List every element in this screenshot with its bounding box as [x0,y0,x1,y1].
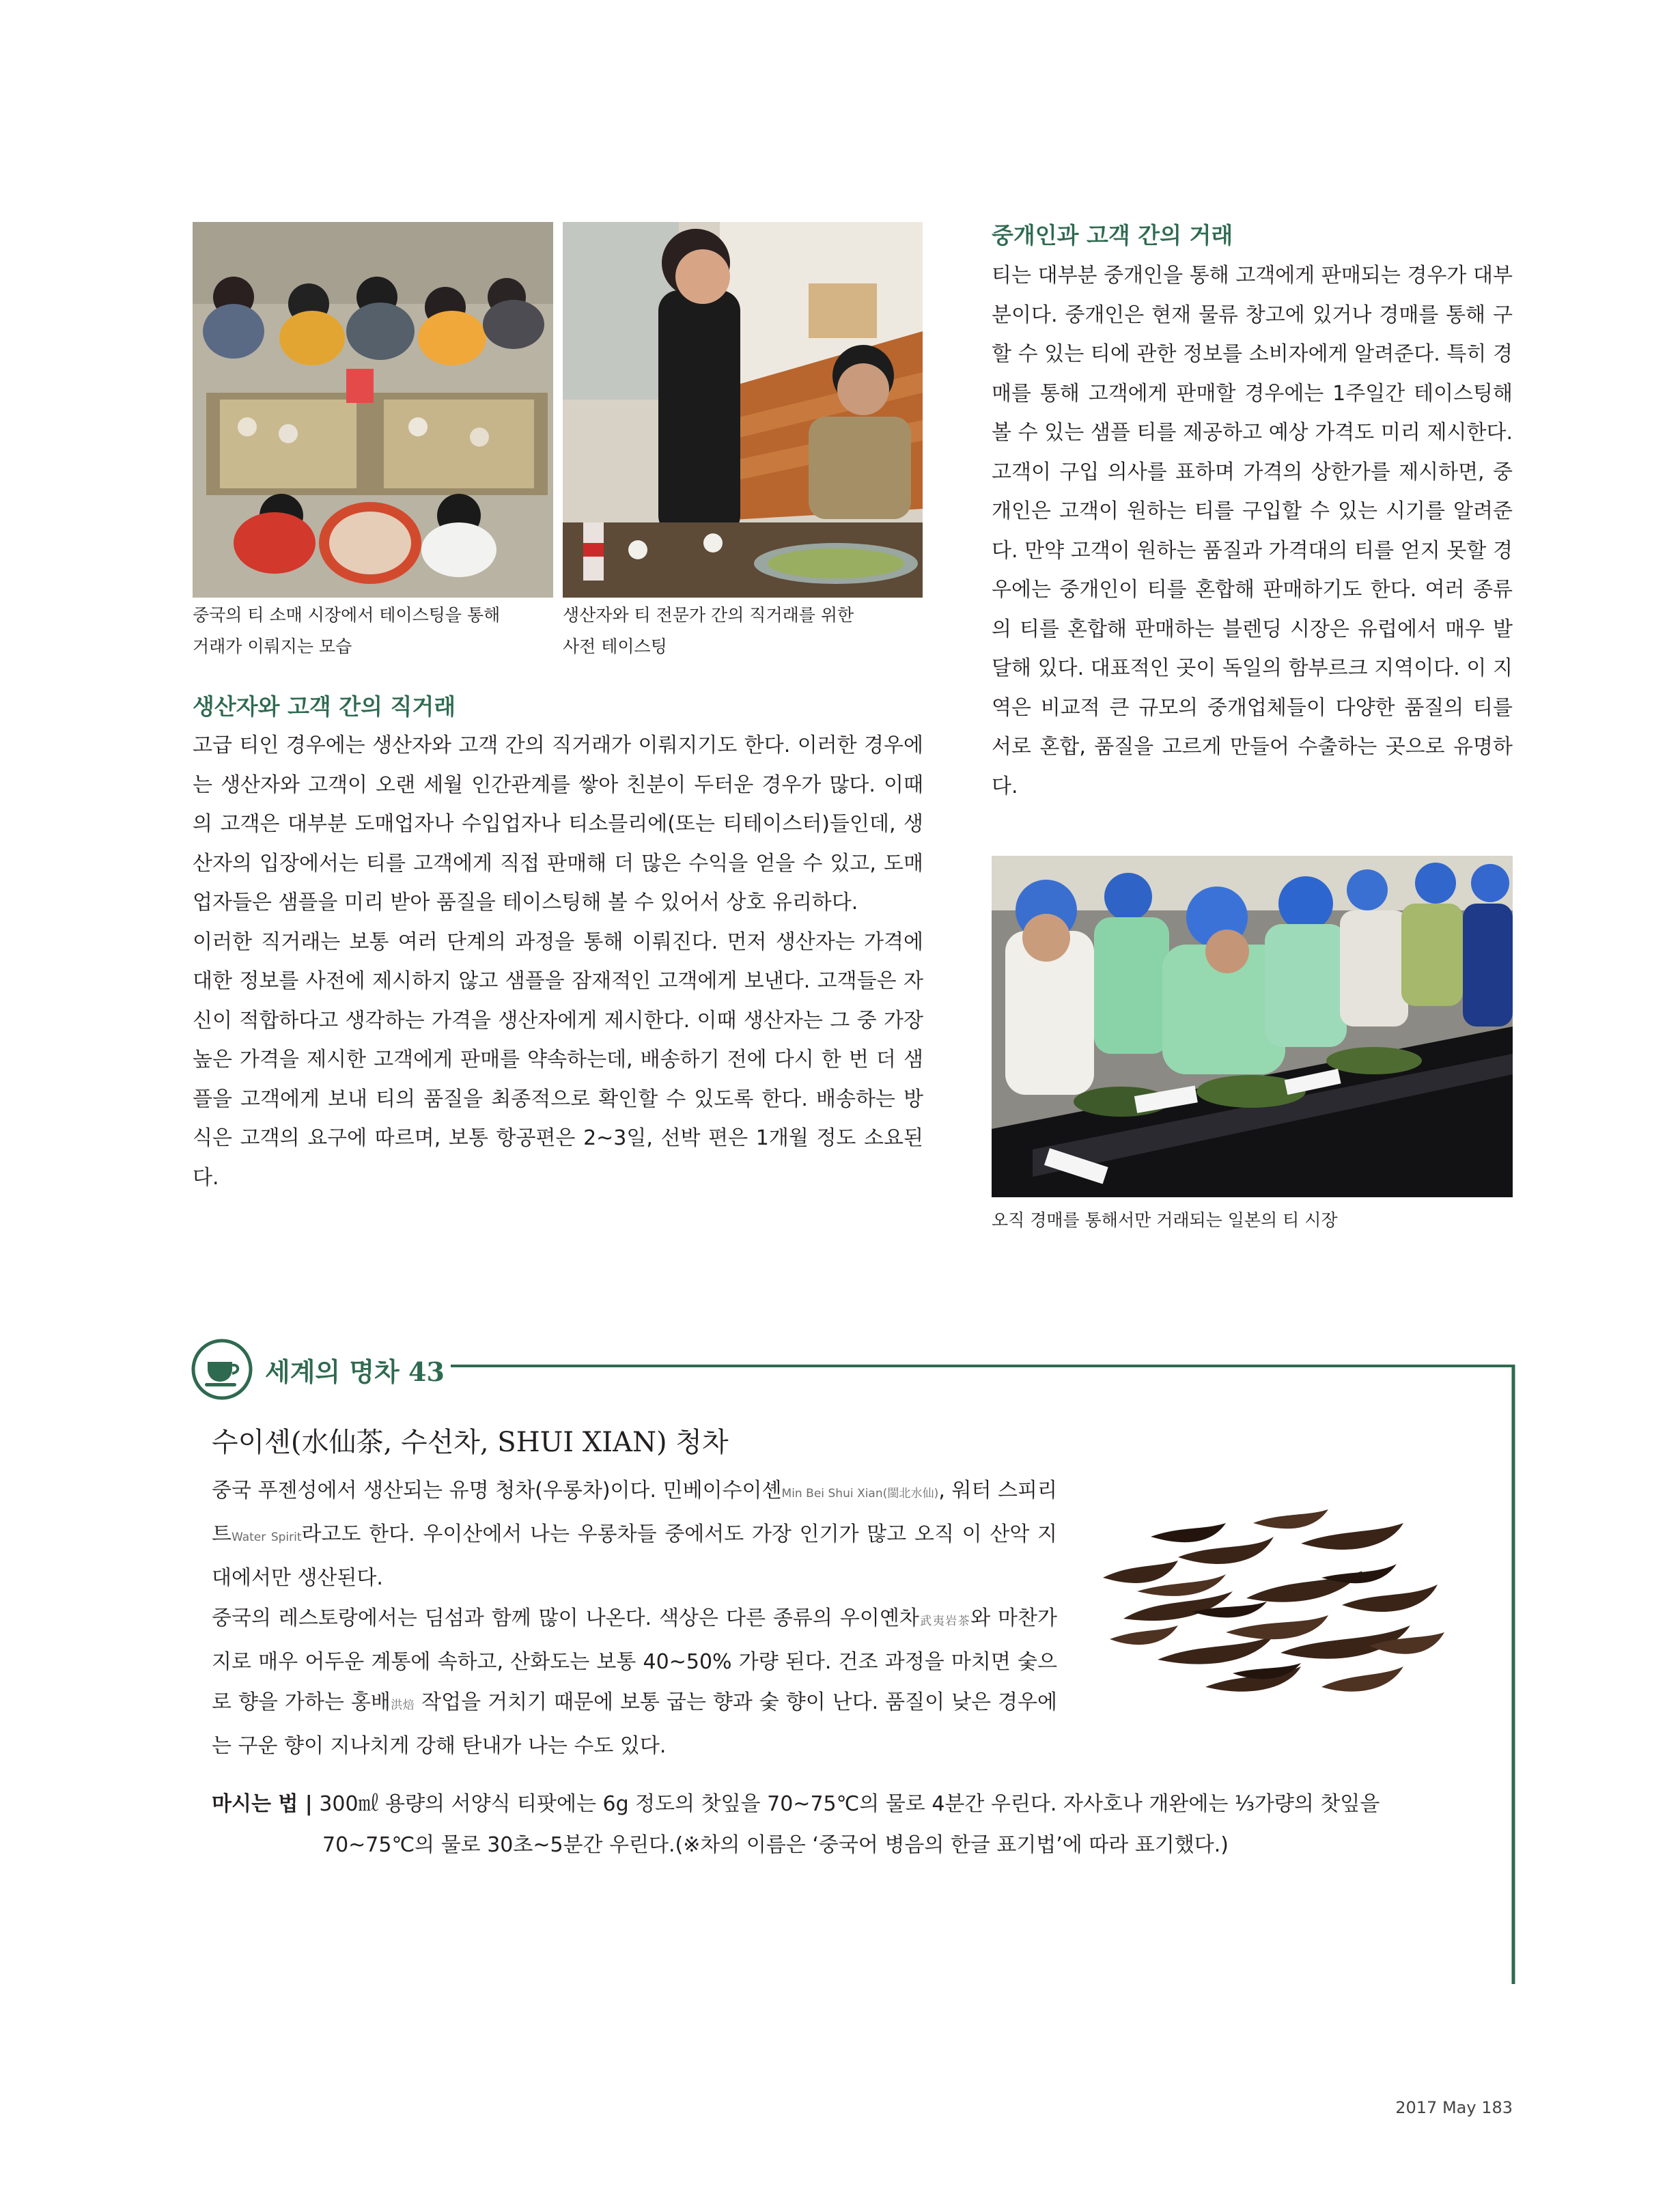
tea-description [212,1470,1057,1766]
p2-text-b: 와 마찬가지로 매우 어두운 계통에 속하고, 산화도는 보통 40~50% 가량 된다. 건조 과정을 마치면 숯으로 향을 가하는 홍배 [212,1606,1057,1714]
direct-trade-paragraph-1: 고급 티인 경우에는 생산자와 고객 간의 직거래가 이뤄지기도 한다. 이러한 경우에는 생산자와 고객이 오랜 세월 인간관계를 쌓아 친분이 두터운 경우가 많다. 이때의 고객은 대부분 도매업자나 수입업자나 티소믈리에(또는 티테이스터)들인데, 생산자의 입장에서는 티를 고객에게 직접 판매해 더 많은 수익을 얻을 수 있고, 도매업자들은 샘플을 미리 받아 품질을 테이스팅해 볼 수 있어서 상호 유리하다. [193,734,923,914]
tasting-caption: 생산자와 티 전문가 간의 직거래를 위한 사전 테이스팅 [563,605,854,656]
tea-market-photo [193,222,553,598]
broker-trade-paragraph: 티는 대부분 중개인을 통해 고객에게 판매되는 경우가 대부분이다. 중개인은 현재 물류 창고에 있거나 경매를 통해 구할 수 있는 티에 관한 정보를 소비자에게 알려준다. 특히 경매를 통해 고객에게 판매할 경우에는 1주일간 테이스팅해 볼 수 있는 샘플 티를 제공하고 예상 가격도 미리 제시한다. 고객이 구입 의사를 표하며 가격의 상한가를 제시하면, 중개인은 고객이 원하는 티를 구입할 수 있는 시기를 알려준다. 만약 고객이 원하는 품질과 가격대의 티를 얻지 못할 경우에는 중개인이 티를 혼합해 판매하기도 한다. 여러 종류의 티를 혼합해 판매하는 블렌딩 시장은 유럽에서 매우 발달해 있다. 대표적인 곳이 독일의 함부르크 지역이다. 이 지역은 비교적 큰 규모의 중개업체들이 다양한 품질의 티를 서로 혼합, 품질을 고르게 만들어 수출하는 곳으로 유명하다. [992,264,1513,798]
broker-trade-heading: 중개인과 고객 간의 거래 [992,222,1233,249]
how-to-drink-line-2: 70~75℃의 물로 30초~5분간 우린다.(※차의 이름은 ‘중국어 병음의 한글 표기법’에 따라 표기했다.) [322,1833,1229,1857]
how-to-drink [212,1784,1441,1866]
direct-trade-heading: 생산자와 고객 간의 직거래 [193,693,456,720]
direct-trade-body [193,726,923,1197]
tea-cup-badge [191,1339,253,1400]
p1-annotation-1: Min Bei Shui Xian(閩北水仙) [781,1487,939,1500]
market-caption: 중국의 티 소매 시장에서 테이스팅을 통해 거래가 이뤄지는 모습 [193,605,501,656]
p2-text-a: 중국의 레스토랑에서는 딤섬과 함께 많이 나온다. 색상은 다른 종류의 우이옌차 [212,1606,919,1630]
feature-series-title: 세계의 명차 43 [265,1356,445,1387]
tea-auction-photo [992,856,1513,1197]
tea-leaves-image [1096,1496,1451,1714]
p1-text-c: 라고도 한다. 우이산에서 나는 우롱차들 중에서도 가장 인기가 많고 오직 이 산악 지대에서만 생산된다. [212,1522,1058,1590]
p1-text-b: , 워터 스피리트 [212,1479,1057,1546]
p2-annotation-1: 武夷岩茶 [919,1615,971,1628]
p2-text-c: 작업을 거치기 때문에 보통 굽는 향과 숯 향이 난다. 품질이 낮은 경우에는 구운 향이 지나치게 강해 탄내가 나는 수도 있다. [212,1690,1057,1758]
broker-trade-body [992,256,1513,806]
page-folio: 2017 May 183 [1395,2098,1513,2117]
p2-annotation-2: 洪焙 [390,1699,415,1712]
p1-annotation-2: Water Spirit [231,1531,302,1544]
direct-trade-paragraph-2: 이러한 직거래는 보통 여러 단계의 과정을 통해 이뤄진다. 먼저 생산자는 가격에 대한 정보를 사전에 제시하지 않고 샘플을 잠재적인 고객에게 보낸다. 고객들은 자신이 적합하다고 생각하는 가격을 생산자에게 제시한다. 이때 생산자는 그 중 가장 높은 가격을 제시한 고객에게 판매를 약속하는데, 배송하기 전에 다시 한 번 더 샘플을 고객에게 보내 티의 품질을 최종적으로 확인할 수 있도록 한다. 배송하는 방식은 고객의 요구에 따르며, 보통 항공편은 2~3일, 선박 편은 1개월 정도 소요된다. [193,930,923,1190]
tea-name-title: 수이셴(水仙茶, 수선차, SHUI XIAN) 청차 [212,1427,729,1458]
p1-text-a: 중국 푸젠성에서 생산되는 유명 청차(우롱차)이다. 민베이수이셴 [212,1479,782,1503]
how-to-drink-label: 마시는 법 | [212,1792,313,1816]
how-to-drink-line-1 [212,1784,1441,1825]
auction-caption: 오직 경매를 통해서만 거래되는 일본의 티 시장 [992,1210,1338,1230]
tea-description-paragraph-2 [212,1598,1057,1766]
how-to-drink-text-1: 300㎖ 용량의 서양식 티팟에는 6g 정도의 찻잎을 70~75℃의 물로 4분간 우린다. 자사호나 개완에는 ⅓가량의 찻잎을 [319,1792,1380,1816]
pre-tasting-photo [563,222,923,598]
tea-cup-icon [191,1339,253,1400]
tea-description-paragraph-1 [212,1470,1057,1598]
